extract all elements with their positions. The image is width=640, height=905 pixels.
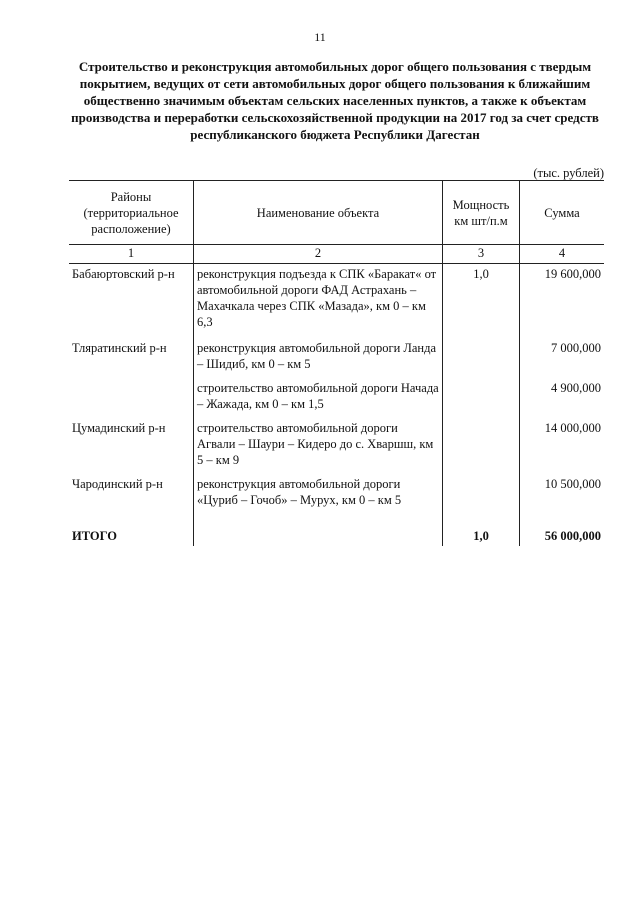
sum-cell: 10 500,000 [520, 468, 605, 508]
column-number: 2 [194, 245, 443, 264]
column-number: 1 [69, 245, 194, 264]
sum-cell: 14 000,000 [520, 412, 605, 468]
roads-table [69, 180, 604, 546]
header-capacity: Мощность км шт/п.м [443, 181, 520, 245]
capacity-cell [443, 468, 520, 508]
capacity-cell [443, 372, 520, 412]
district-cell [69, 372, 194, 412]
district-cell: Бабаюртовский р-н [72, 267, 175, 281]
column-number: 4 [520, 245, 605, 264]
table-row [69, 264, 604, 331]
table-row [69, 468, 604, 508]
total-object-cell [194, 508, 443, 546]
header-sum: Сумма [520, 181, 605, 245]
total-sum: 56 000,000 [520, 508, 605, 546]
capacity-cell [443, 330, 520, 372]
total-capacity: 1,0 [443, 508, 520, 546]
object-cell: реконструкция подъезда к СПК «Баракат« от автомобильной дороги ФАД Астрахань – Махачкала через СПК «Мазада», км 0 – км 6,3 [194, 264, 443, 331]
district-cell: Чародинский р-н [72, 477, 163, 491]
capacity-cell [443, 412, 520, 468]
column-number: 3 [443, 245, 520, 264]
capacity-cell: 1,0 [443, 264, 520, 331]
page-number: 11 [314, 30, 326, 44]
object-cell: строительство автомобильной дороги Начада – Жажада, км 0 – км 1,5 [194, 372, 443, 412]
table-row [69, 372, 604, 412]
header-row [69, 181, 604, 245]
header-object: Наименование объекта [194, 181, 443, 245]
table-row [69, 330, 604, 372]
table-row [69, 412, 604, 468]
district-cell: Цумадинский р-н [72, 421, 166, 435]
object-cell: реконструкция автомобильной дороги Ланда – Шидиб, км 0 – км 5 [194, 330, 443, 372]
document-title: Строительство и реконструкция автомобильных дорог общего пользования с твердым покрытием, ведущих от сети автомобильных дорог общего пользования к ближайшим общественно значимым объектам сельских населенных пунктов, а также к объектам производства и переработки сельскохозяйственной продукции на 2017 год за счет средств республиканского бюджета Республики Дагестан [71, 59, 599, 142]
sum-cell: 19 600,000 [520, 264, 605, 331]
object-cell: строительство автомобильной дороги Агвали – Шаури – Кидеро до с. Хваршш, км 5 – км 9 [194, 412, 443, 468]
sum-cell: 4 900,000 [520, 372, 605, 412]
total-row [69, 508, 604, 546]
district-cell: Тляратинский р-н [72, 341, 167, 355]
object-cell: реконструкция автомобильной дороги «Цуриб – Гочоб» – Мурух, км 0 – км 5 [194, 468, 443, 508]
sum-cell: 7 000,000 [520, 330, 605, 372]
total-label: ИТОГО [72, 529, 117, 543]
header-district: Районы (территориальное расположение) [69, 181, 194, 245]
units-note: (тыс. рублей) [533, 166, 604, 180]
column-number-row [69, 245, 604, 264]
